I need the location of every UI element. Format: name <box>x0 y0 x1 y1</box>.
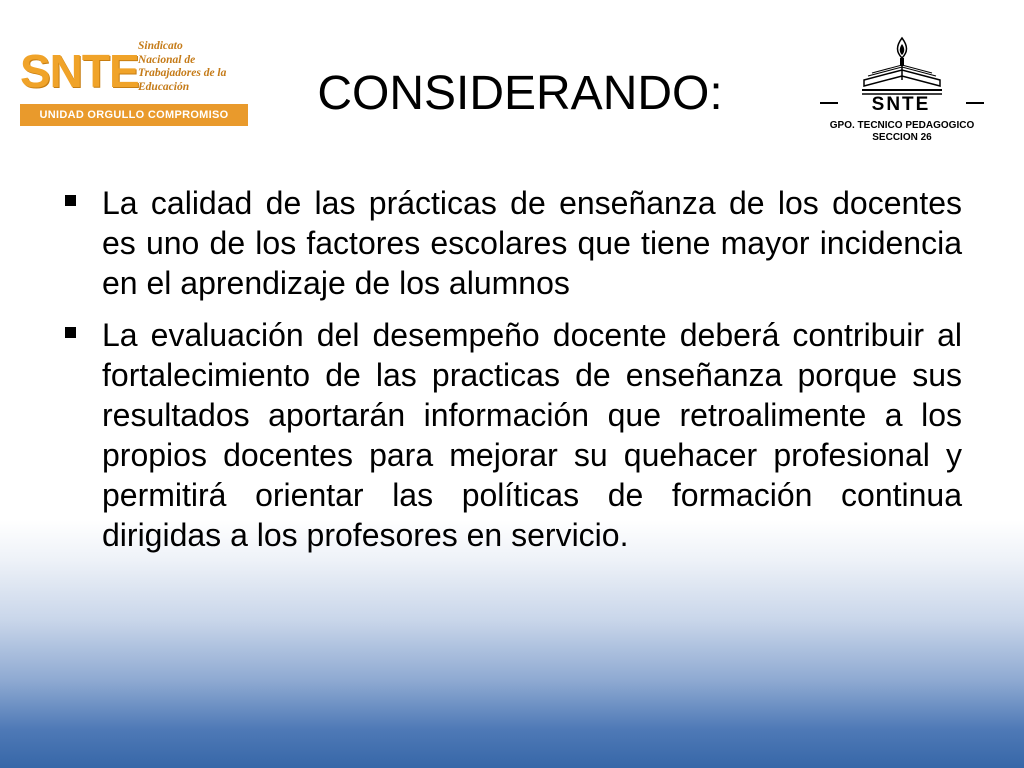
snte-logo-mark <box>20 44 139 98</box>
bullet-item <box>62 183 962 303</box>
snte-logo <box>20 40 250 128</box>
snte-logo-line: Educación <box>138 80 190 93</box>
emblem-rule-right <box>966 102 984 104</box>
bullet-item <box>62 315 962 555</box>
emblem-section-label: SECCION 26 <box>872 132 932 143</box>
snte-logo-motto: UNIDAD ORGULLO COMPROMISO <box>20 104 248 126</box>
seccion-emblem <box>812 36 992 144</box>
snte-logo-line: Sindicato <box>138 40 183 52</box>
bullet-text: La evaluación del desempeño docente deberá contribuir al fortalecimiento de las practicas de enseñanza porque sus resultados aportarán información que retroalimente a los propios docentes para mejorar su quehacer profesional y permitirá orientar las políticas de formación continua dirigidas a los profesores en servicio. <box>102 317 962 553</box>
emblem-name: SNTE <box>871 94 931 115</box>
snte-logo-line: Nacional de <box>138 53 196 66</box>
bullet-list <box>62 183 962 567</box>
snte-logo-line: Trabajadores de la <box>138 67 227 79</box>
snte-logo-letters: SNTE <box>20 45 139 97</box>
emblem-rule-left <box>820 102 838 104</box>
square-bullet-icon <box>65 195 76 206</box>
book-torch-icon <box>854 36 950 96</box>
emblem-group-label: GPO. TECNICO PEDAGOGICO <box>829 120 975 131</box>
square-bullet-icon <box>65 327 76 338</box>
slide-title: CONSIDERANDO: <box>317 67 723 120</box>
snte-logo-wordmark <box>138 40 250 94</box>
bullet-text: La calidad de las prácticas de enseñanza de los docentes es uno de los factores escolares que tiene mayor incidencia en el aprendizaje de los alumnos <box>102 185 962 301</box>
